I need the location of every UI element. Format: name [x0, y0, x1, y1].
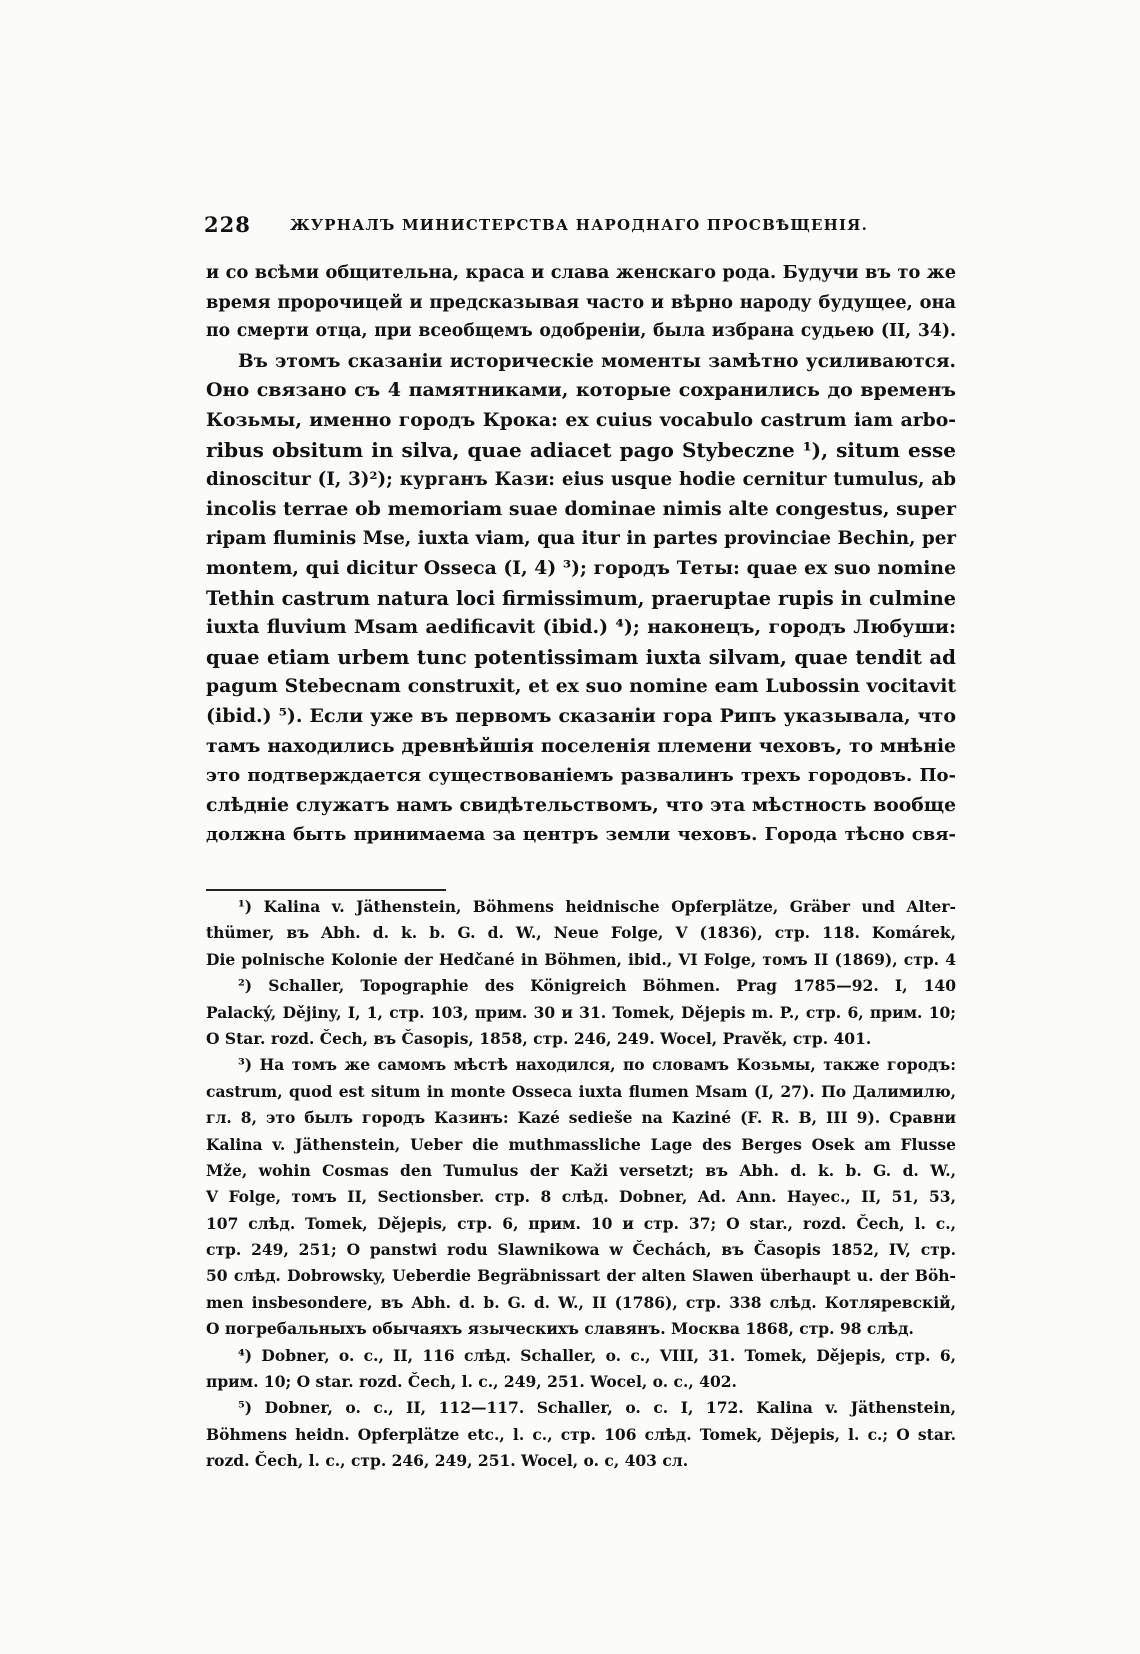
- footnote-line: O Star. rozd. Čech, въ Časopis, 1858, стр. 246, 249. Wocel, Pravěk, стр. 401.: [206, 1028, 872, 1048]
- text-line: quae etiam urbem tunc potentissimam iuxta silvam, quae tendit ad: [206, 644, 956, 669]
- footnote-line: ⁵) Dobner, o. c., II, 112—117. Schaller, o. c. I, 172. Kalina v. Jäthenstein,: [238, 1398, 956, 1418]
- text-line: montem, qui dicitur Osseca (I, 4) ³); городъ Теты: quae ex suo nomine: [206, 556, 956, 579]
- footnote-line: ¹) Kalina v. Jäthenstein, Böhmens heidnische Opferplätze, Gräber und Alter-: [238, 897, 956, 916]
- footnote-line: V Folge, томъ II, Sectionsber. стр. 8 слѣд. Dobner, Ad. Ann. Hayec., II, 51, 53,: [206, 1187, 956, 1207]
- text-line: по смерти отца, при всеобщемъ одобреніи, была избрана судьею (II, 34).: [206, 321, 956, 342]
- footnote-separator: [206, 889, 446, 891]
- footnote-line: Böhmens heidn. Opferplätze etc., l. c., стр. 106 слѣд. Tomek, Dějepis, l. c.; O star.: [206, 1424, 956, 1444]
- text-line: pagum Stebecnam construxit, et ex suo nomine eam Lubossin vocitavit: [206, 675, 956, 698]
- text-line: (ibid.) ⁵). Если уже въ первомъ сказаніи гора Рипъ указывала, что: [206, 704, 956, 727]
- footnote-line: rozd. Čech, l. c., стр. 246, 249, 251. Wocel, o. c, 403 сл.: [206, 1451, 689, 1471]
- footnote-line: О погребальныхъ обычаяхъ языческихъ славянъ. Москва 1868, стр. 98 слѣд.: [206, 1319, 914, 1339]
- running-title: ЖУРНАЛЪ МИНИСТЕРСТВА НАРОДНАГО ПРОСВѢЩЕНІЯ.: [290, 216, 869, 234]
- main-text: [206, 258, 956, 850]
- footnote-line: гл. 8, это былъ городъ Казинъ: Kazé sedieše na Kaziné (F. R. B, III 9). Сравни: [206, 1108, 956, 1128]
- footnotes: [206, 894, 956, 1475]
- text-line: incolis terrae ob memoriam suae dominae nimis alte congestus, super: [206, 497, 956, 520]
- footnote-line: ³) На томъ же самомъ мѣстѣ находился, по словамъ Козьмы, также городъ:: [238, 1055, 956, 1075]
- text-line: Козьмы, именно городъ Крока: ex cuius vocabulo castrum iam arbo-: [206, 408, 956, 431]
- footnote-line: прим. 10; O star. rozd. Čech, l. c., 249, 251. Wocel, o. c., 402.: [206, 1372, 737, 1392]
- footnote-line: Die polnische Kolonie der Hedčané in Böhmen, ibid., VI Folge, томъ II (1869), стр. 4: [206, 949, 956, 969]
- footnote-line: Kalina v. Jäthenstein, Ueber die muthmassliche Lage des Berges Osek am Flusse: [206, 1134, 956, 1154]
- footnote-line: ²) Schaller, Topographie des Königreich Böhmen. Prag 1785—92. I, 140: [238, 976, 956, 996]
- footnote-line: стр. 249, 251; O panstwi rodu Slawnikowa w Čechách, въ Časopis 1852, IV, стр.: [206, 1240, 956, 1260]
- footnote-line: thümer, въ Abh. d. k. b. G. d. W., Neue Folge, V (1836), стр. 118. Komárek,: [206, 923, 956, 943]
- text-line: это подтверждается существованіемъ развалинъ трехъ городовъ. По-: [206, 765, 956, 787]
- text-line: тамъ находились древнѣйшія поселенія племени чеховъ, то мнѣніе: [206, 734, 956, 757]
- text-line: Въ этомъ сказаніи историческіе моменты замѣтно усиливаются.: [238, 350, 956, 372]
- text-line: слѣдніе служатъ намъ свидѣтельствомъ, что эта мѣстность вообще: [206, 793, 956, 816]
- page-header: [204, 212, 944, 246]
- footnote-line: Palacký, Dějiny, I, 1, стр. 103, прим. 30 и 31. Tomek, Dějepis m. P., стр. 6, прим. 10;: [206, 1002, 956, 1022]
- text-line: должна быть принимаема за центръ земли чеховъ. Города тѣсно свя-: [206, 824, 956, 846]
- text-line: Оно связано съ 4 памятниками, которые сохранились до временъ: [206, 379, 956, 402]
- footnote-line: Mže, wohin Cosmas den Tumulus der Kaži versetzt; въ Abh. d. k. b. G. d. W.,: [206, 1160, 956, 1180]
- text-line: iuxta fluvium Msam aedificavit (ibid.) ⁴); наконецъ, городъ Любуши:: [206, 616, 956, 639]
- footnote-line: castrum, quod est situm in monte Osseca iuxta flumen Msam (I, 27). По Далимилю,: [206, 1081, 956, 1101]
- footnote-line: 107 слѣд. Tomek, Dějepis, стр. 6, прим. 10 и стр. 37; O star., rozd. Čech, l. c.,: [206, 1213, 956, 1233]
- text-line: время пророчицей и предсказывая часто и вѣрно народу будущее, она: [206, 291, 956, 313]
- footnote-line: 50 слѣд. Dobrowsky, Ueberdie Begräbnissart der alten Slawen überhaupt u. der Böh-: [206, 1266, 956, 1286]
- text-line: Tethin castrum natura loci firmissimum, praeruptae rupis in culmine: [206, 586, 956, 610]
- footnote-line: ⁴) Dobner, o. c., II, 116 слѣд. Schaller, o. c., VIII, 31. Tomek, Dějepis, стр. 6,: [238, 1345, 956, 1365]
- footnote-line: men insbesondere, въ Abh. d. b. G. d. W., II (1786), стр. 338 слѣд. Котляревскій,: [206, 1292, 956, 1312]
- text-line: ripam fluminis Mse, iuxta viam, qua itur in partes provinciae Bechin, per: [206, 528, 956, 550]
- text-line: ribus obsitum in silva, quae adiacet pago Stybeczne ¹), situm esse: [206, 437, 956, 462]
- text-line: и со всѣми общительна, краса и слава женскаго рода. Будучи въ то же: [206, 262, 956, 283]
- page-number: 228: [204, 212, 251, 237]
- text-line: dinoscitur (I, 3)²); курганъ Кази: eius usque hodie cernitur tumulus, ab: [206, 469, 956, 491]
